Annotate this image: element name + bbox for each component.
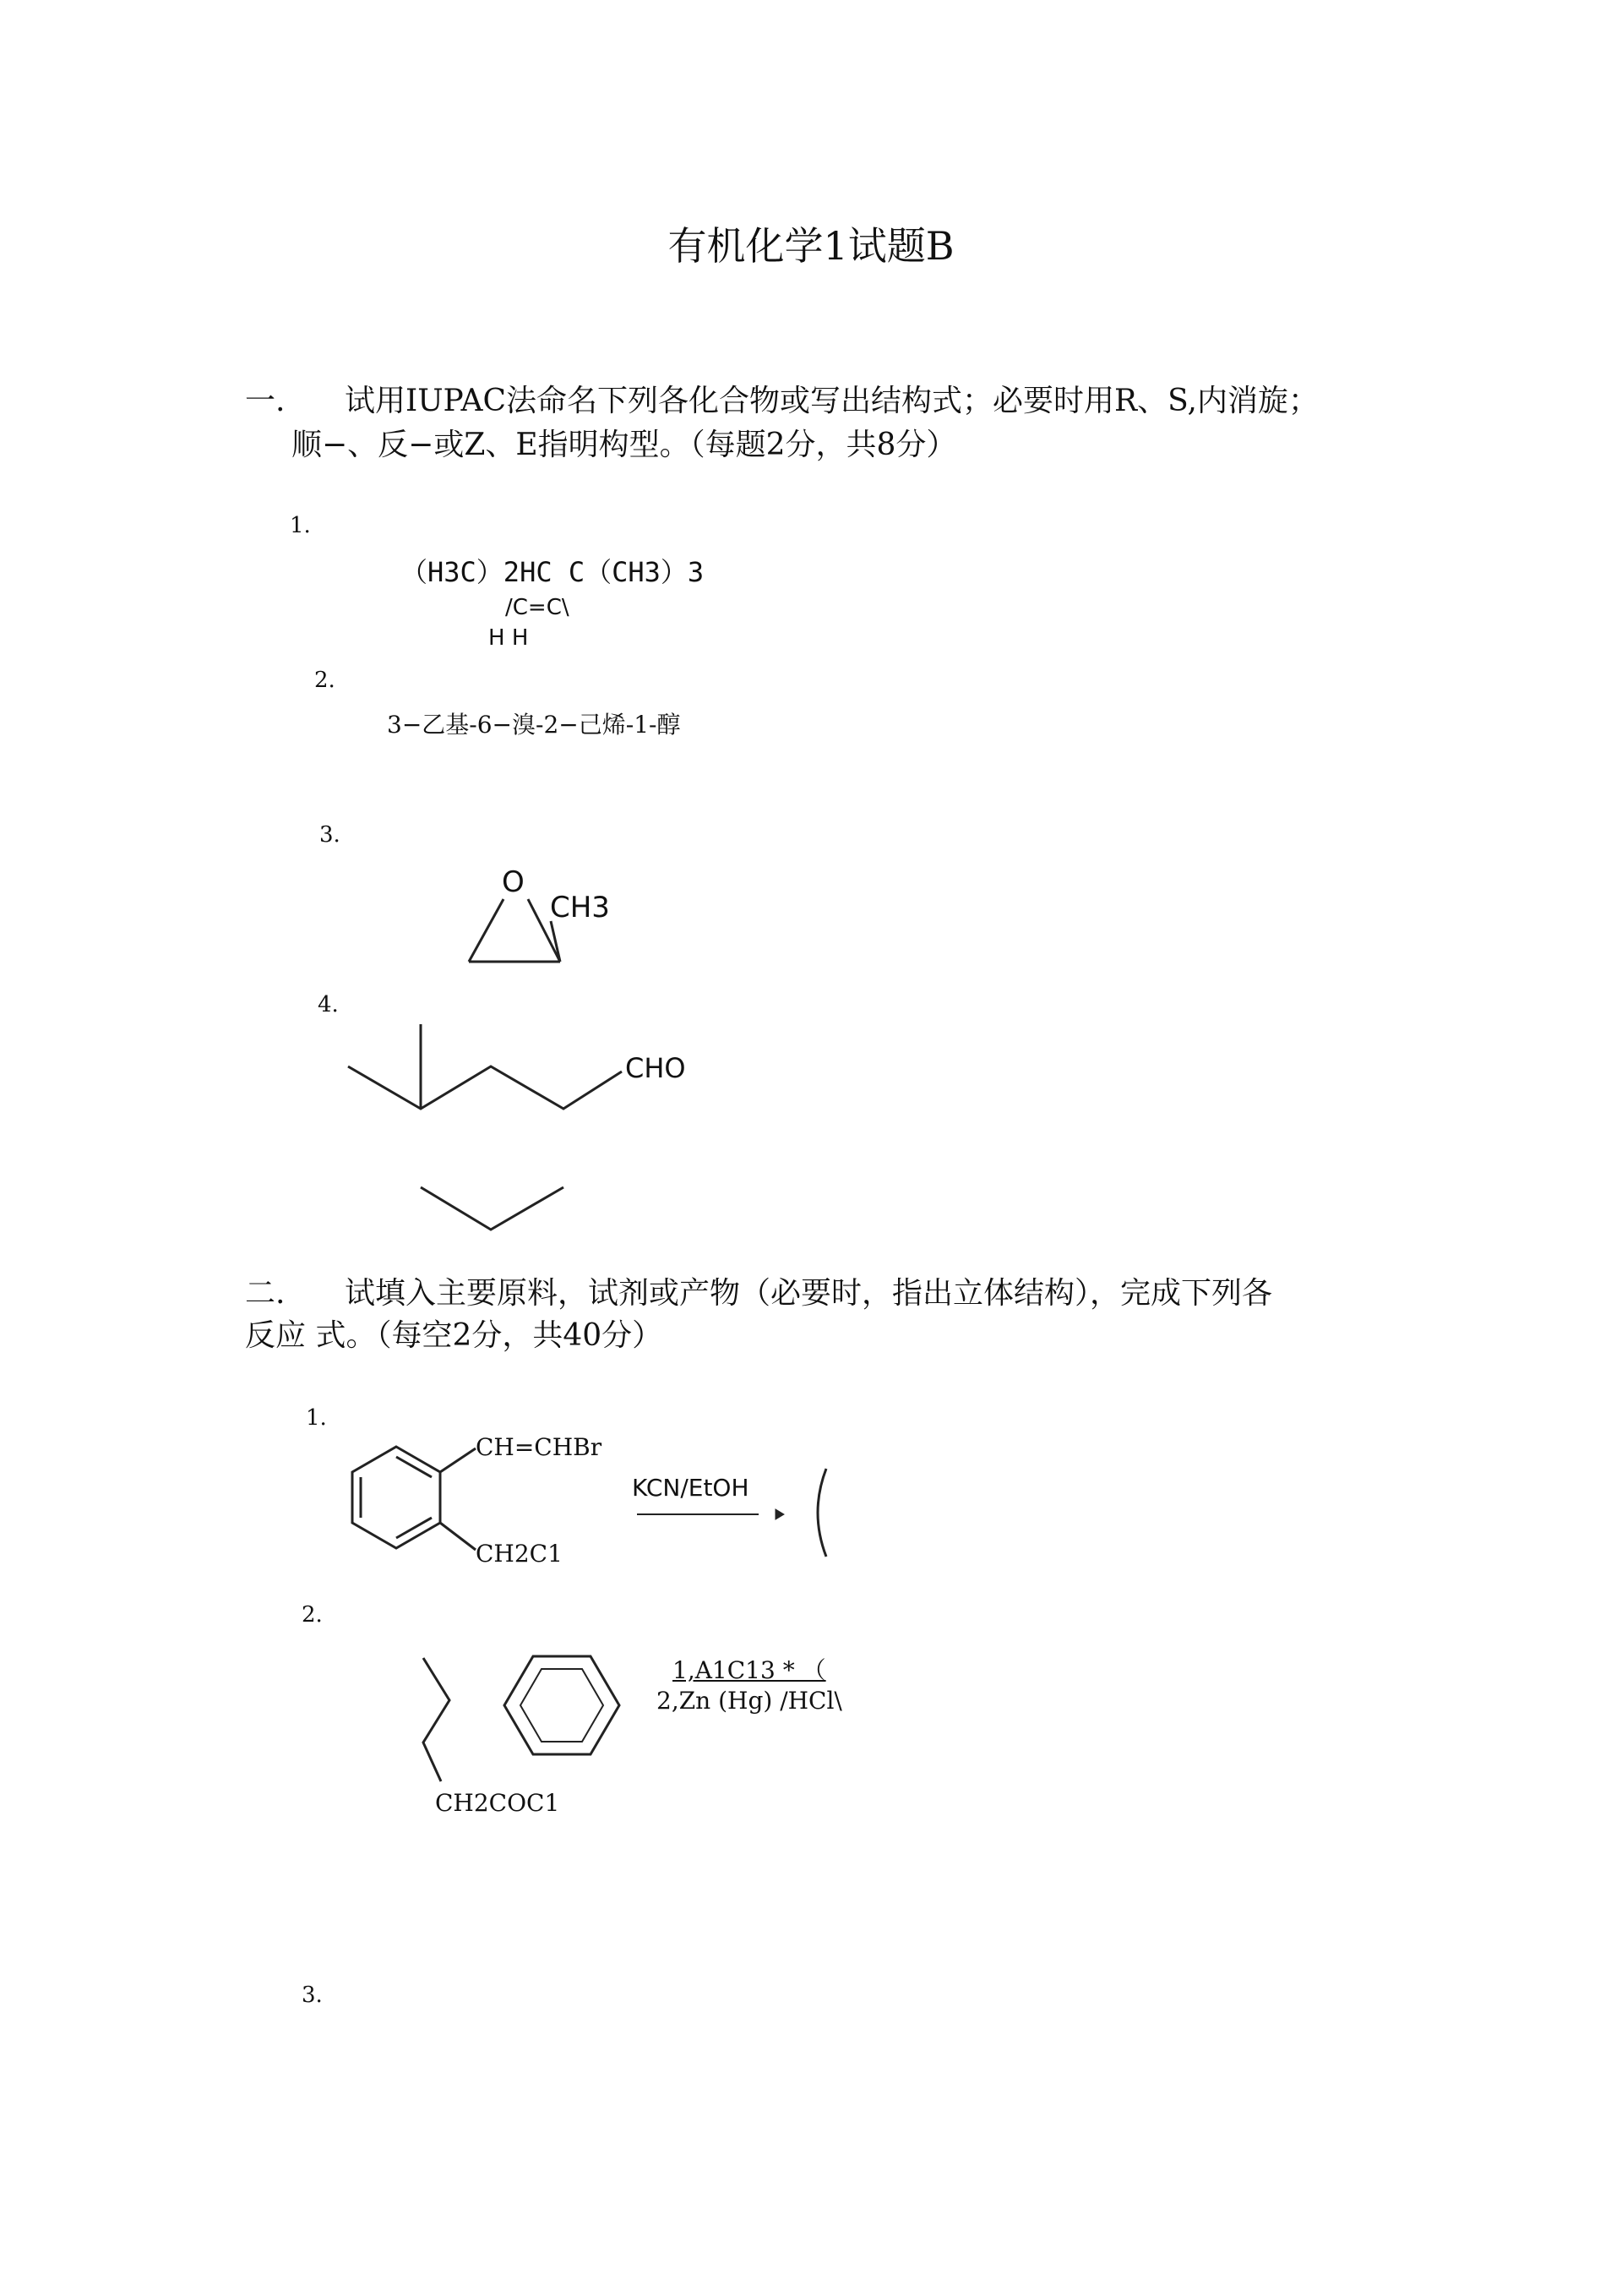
chain-fragment	[421, 1187, 563, 1230]
section2-instruction-line2: 反应 式。（每空2分，共40分）	[245, 1318, 663, 1353]
s1-q2-name: 3−乙基-6−溴-2−己烯-1-醇	[387, 711, 681, 739]
benzene-ring-1	[352, 1447, 476, 1550]
benzene-ring-2	[504, 1656, 619, 1754]
s1-q1-formula-top: （H3C）2HC C（CH3）3	[400, 556, 705, 588]
s2-q3-number: 3.	[302, 1982, 323, 2008]
section1-instruction-line2: 顺−、反−或Z、E指明构型。（每题2分，共8分）	[291, 428, 957, 462]
s2-q2-reagent-step1: 1,A1C13 * （	[672, 1656, 826, 1684]
section1-instruction-line1: 试用IUPAC法命名下列各化合物或写出结构式；必要时用R、S,内消旋；	[345, 384, 1319, 418]
aldehyde-skeleton	[348, 1024, 622, 1109]
s2-q1-substituent-bottom: CH2C1	[476, 1540, 563, 1568]
section2-instruction-line1: 试填入主要原料，试剂或产物（必要时，指出立体结构），完成下列各	[345, 1276, 1273, 1311]
s1-q3-number: 3.	[319, 822, 340, 848]
s1-q4-number: 4.	[318, 992, 339, 1017]
epoxide-structure	[469, 899, 560, 962]
s1-q1-formula-double-bond: /C=C\	[505, 595, 569, 620]
s2-q1-number: 1.	[306, 1405, 327, 1431]
s2-q2-substituent: CH2COC1	[435, 1789, 560, 1817]
s2-q1-reagent: KCN/EtOH	[632, 1474, 749, 1502]
aldehyde-label: CHO	[625, 1052, 686, 1084]
page-title: 有机化学1试题B	[667, 223, 955, 269]
reaction-arrow-1	[637, 1509, 784, 1519]
epoxide-oxygen-label: O	[502, 865, 525, 899]
acyl-chain	[423, 1658, 449, 1781]
s2-q2-reagent-step2: 2,Zn (Hg) /HCl\	[656, 1687, 842, 1715]
s2-q2-number: 2.	[302, 1602, 323, 1628]
epoxide-methyl-label: CH3	[550, 891, 610, 924]
section1-number: 一.	[245, 384, 286, 418]
section2-number: 二.	[245, 1276, 286, 1311]
s1-q1-number: 1.	[290, 513, 311, 538]
s1-q2-number: 2.	[314, 668, 335, 693]
s2-q1-substituent-top: CH=CHBr	[476, 1433, 602, 1461]
open-parenthesis	[818, 1469, 826, 1557]
s1-q1-formula-hydrogens: H H	[488, 625, 529, 651]
